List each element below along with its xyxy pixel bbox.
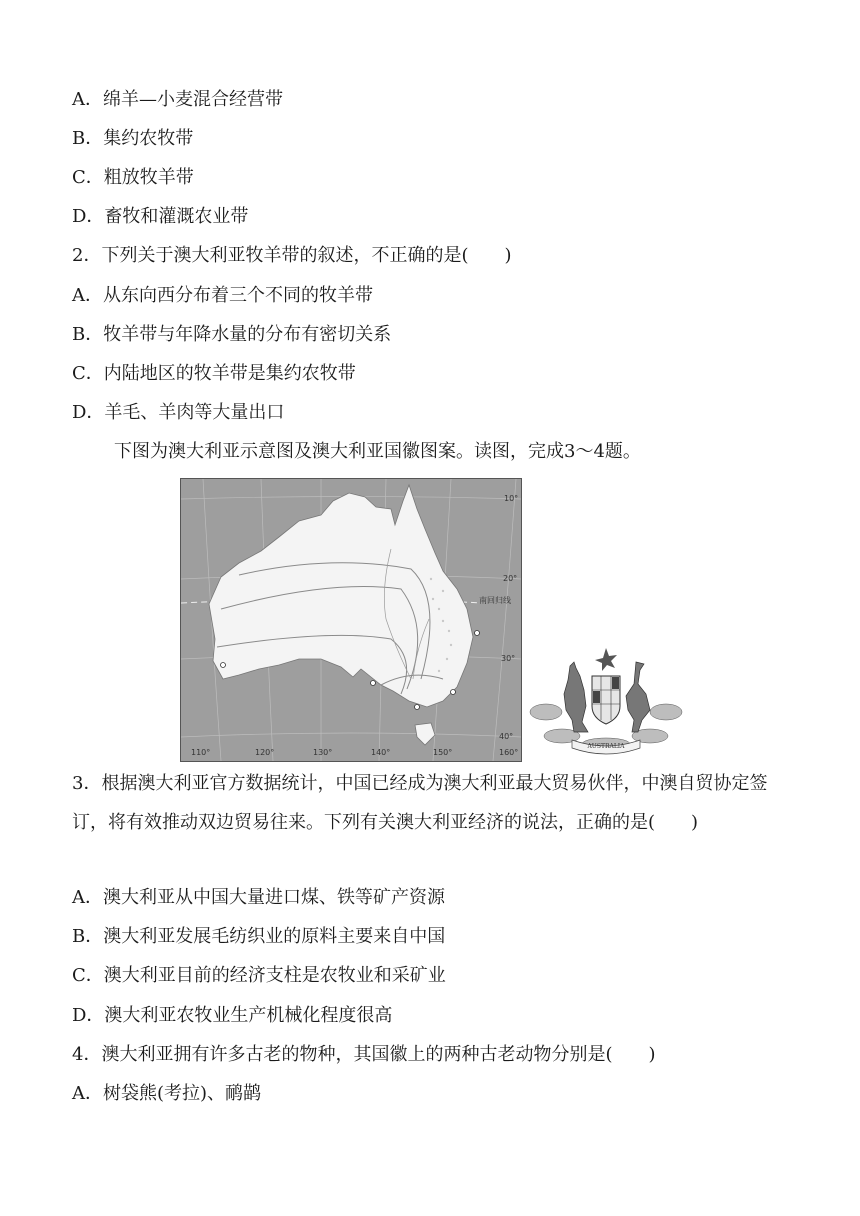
- q1-option-b: B．集约农牧带: [72, 128, 194, 149]
- figure-intro: 下图为澳大利亚示意图及澳大利亚国徽图案。读图，完成3～4题。: [114, 441, 641, 462]
- lon-label-160: 160°: [499, 748, 519, 757]
- q1-option-a: A．绵羊—小麦混合经营带: [72, 89, 283, 110]
- q1-option-c: C．粗放牧羊带: [72, 167, 194, 188]
- q4-option-a: A．树袋熊(考拉)、鸸鹋: [72, 1083, 262, 1104]
- lat-label-40: 40°: [499, 732, 514, 741]
- australia-map: [180, 478, 522, 762]
- q2-option-b: B．牧羊带与年降水量的分布有密切关系: [72, 324, 392, 345]
- q3-option-c: C．澳大利亚目前的经济支柱是农牧业和采矿业: [72, 965, 446, 986]
- lat-label-20: 20°: [503, 574, 518, 583]
- australia-landmass: [209, 485, 473, 707]
- lon-label-110: 110°: [191, 748, 211, 757]
- lon-label-130: 130°: [313, 748, 333, 757]
- lon-label-140: 140°: [371, 748, 391, 757]
- tasmania: [415, 723, 435, 745]
- q3-option-d: D．澳大利亚农牧业生产机械化程度很高: [72, 1005, 393, 1026]
- q2-option-c: C．内陆地区的牧羊带是集约农牧带: [72, 363, 356, 384]
- kangaroo-icon: [564, 662, 588, 732]
- motto-text: AUSTRALIA: [587, 743, 625, 750]
- q3-option-a: A．澳大利亚从中国大量进口煤、铁等矿产资源: [72, 887, 445, 908]
- commonwealth-star-icon: [595, 648, 617, 671]
- tropic-label: 南回归线: [479, 596, 511, 605]
- q2-option-a: A．从东向西分布着三个不同的牧羊带: [72, 285, 373, 306]
- lon-label-120: 120°: [255, 748, 275, 757]
- emu-icon: [626, 662, 650, 732]
- q3-option-b: B．澳大利亚发展毛纺织业的原料主要来自中国: [72, 926, 446, 947]
- australia-coat-of-arms: [526, 640, 686, 760]
- lon-label-150: 150°: [433, 748, 453, 757]
- q1-option-d: D．畜牧和灌溉农业带: [72, 206, 249, 227]
- q3-stem: 3．根据澳大利亚官方数据统计，中国已经成为澳大利亚最大贸易伙伴，中澳自贸协定签订，将有效推动双边贸易往来。下列有关澳大利亚经济的说法，正确的是( ): [72, 773, 768, 833]
- q2-option-d: D．羊毛、羊肉等大量出口: [72, 402, 285, 423]
- q4-stem: 4．澳大利亚拥有许多古老的物种，其国徽上的两种古老动物分别是( ): [72, 1044, 656, 1065]
- lat-label-10: 10°: [504, 494, 519, 503]
- q2-stem: 2．下列关于澳大利亚牧羊带的叙述，不正确的是( ): [72, 245, 512, 266]
- lat-label-30: 30°: [501, 654, 516, 663]
